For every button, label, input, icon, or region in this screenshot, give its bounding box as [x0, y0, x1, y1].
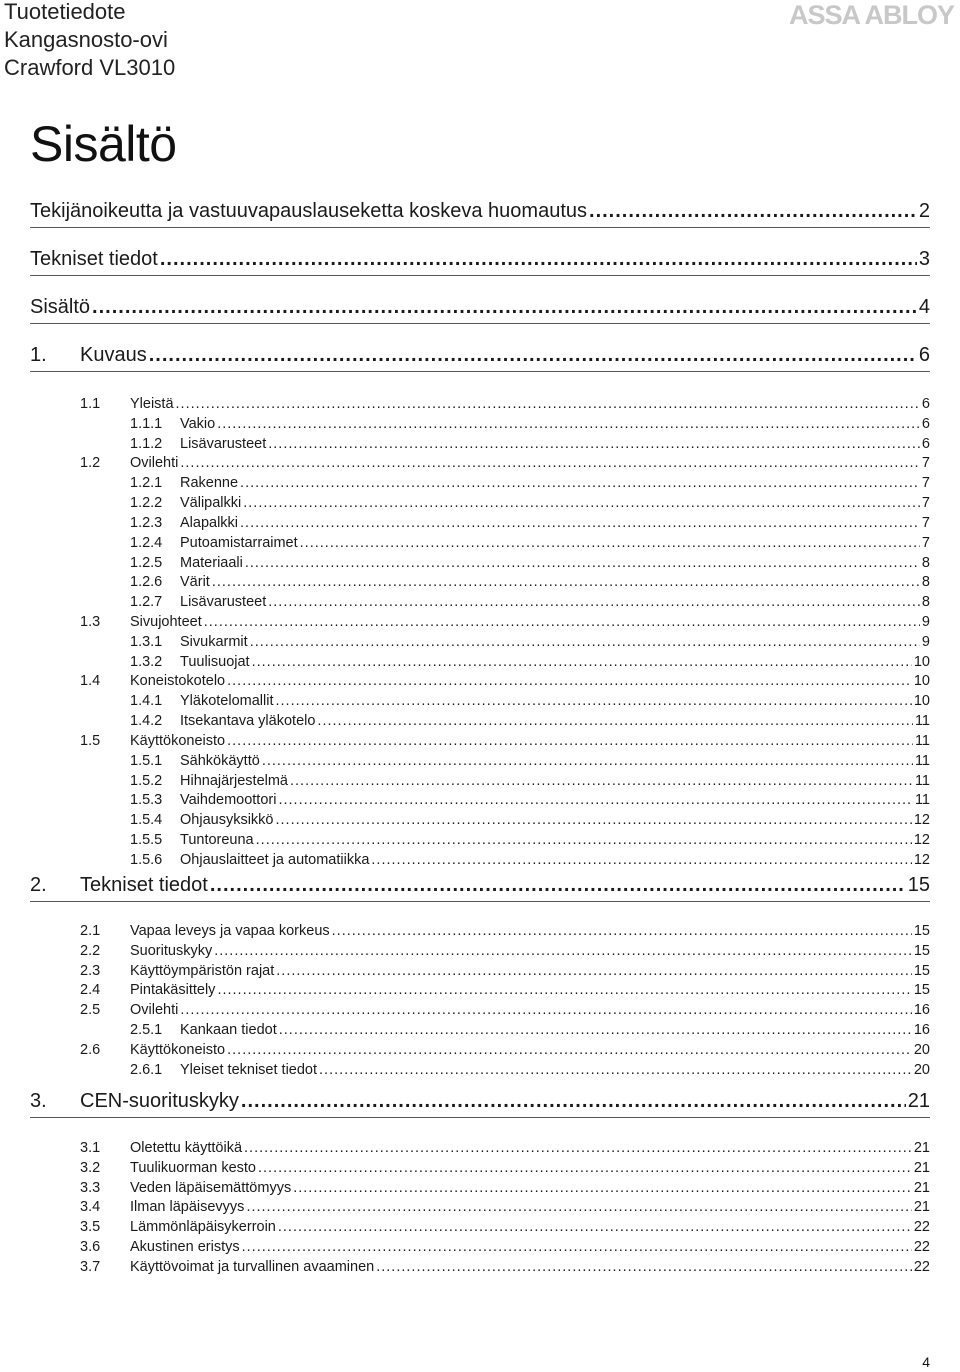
- section-title: Lisävarusteet: [180, 594, 267, 610]
- section-number: 3.5: [80, 1219, 101, 1235]
- section-number: 1.2.4: [130, 535, 163, 551]
- section-title: Rakenne: [180, 475, 239, 491]
- section-page: 15: [913, 963, 930, 979]
- section-number: 3.6: [80, 1239, 101, 1255]
- page-title: Sisältö: [30, 116, 177, 172]
- section-title: Tuntoreuna: [180, 832, 254, 848]
- toc-entry[interactable]: [30, 514, 930, 532]
- toc-entry[interactable]: [30, 962, 930, 980]
- section-title: Kankaan tiedot: [180, 1022, 277, 1038]
- section-title: Sähkökäyttö: [180, 753, 260, 769]
- toc-entry[interactable]: [30, 247, 930, 276]
- toc-leader-dots: [262, 752, 913, 770]
- section-number: 2.2: [80, 943, 101, 959]
- section-title: Yläkotelomallit: [180, 693, 274, 709]
- toc-entry[interactable]: [30, 981, 930, 999]
- toc-leader-dots: [210, 873, 906, 897]
- section-number: 1.5.4: [130, 812, 163, 828]
- toc-entry[interactable]: [30, 474, 930, 492]
- toc-entry[interactable]: [30, 534, 930, 552]
- toc-entry[interactable]: [30, 653, 930, 671]
- section-title: Käyttöympäristön rajat: [130, 963, 275, 979]
- section-title: Sivukarmit: [180, 634, 248, 650]
- toc-leader-dots: [214, 942, 912, 960]
- toc-leader-dots: [278, 1218, 912, 1236]
- toc-leader-dots: [204, 613, 920, 631]
- chapter-page: 15: [907, 874, 930, 896]
- section-page: 21: [913, 1160, 930, 1176]
- section-title: Vapaa leveys ja vapaa korkeus: [130, 923, 330, 939]
- chapter-number: 1.: [30, 344, 47, 366]
- toc-leader-dots: [252, 653, 912, 671]
- section-number: 2.6: [80, 1042, 101, 1058]
- toc-leader-dots: [319, 1061, 912, 1079]
- section-title: Putoamistarraimet: [180, 535, 298, 551]
- section-title: Käyttökoneisto: [130, 1042, 226, 1058]
- header-line-doc-type: Tuotetiedote: [4, 0, 126, 24]
- toc-entry[interactable]: [30, 791, 930, 809]
- toc-entry[interactable]: [30, 811, 930, 829]
- toc-entry[interactable]: [30, 415, 930, 433]
- section-page: 16: [913, 1022, 930, 1038]
- section-number: 2.4: [80, 982, 101, 998]
- section-title: Vakio: [180, 416, 216, 432]
- section-number: 3.2: [80, 1160, 101, 1176]
- toc-entry-title: Sisältö: [30, 296, 91, 318]
- section-number: 1.4: [80, 673, 101, 689]
- chapter-title: CEN-suorituskyky: [80, 1090, 239, 1112]
- toc-leader-dots: [256, 831, 912, 849]
- toc-leader-dots: [332, 922, 912, 940]
- section-number: 1.5.2: [130, 773, 163, 789]
- section-number: 1.1.2: [130, 436, 163, 452]
- section-page: 15: [913, 943, 930, 959]
- toc-entry-page: 3: [918, 248, 930, 270]
- toc-leader-dots: [258, 1159, 912, 1177]
- toc-leader-dots: [244, 1139, 912, 1157]
- section-page: 21: [913, 1199, 930, 1215]
- section-title: Koneistokotelo: [130, 673, 226, 689]
- section-page: 11: [914, 773, 930, 789]
- toc-entry[interactable]: [30, 573, 930, 591]
- toc-entry[interactable]: [30, 1061, 930, 1079]
- toc-leader-dots: [276, 962, 912, 980]
- section-title: Hihnajärjestelmä: [180, 773, 288, 789]
- section-title: Itsekantava yläkotelo: [180, 713, 316, 729]
- section-page: 20: [913, 1042, 930, 1058]
- toc-entry[interactable]: [30, 692, 930, 710]
- section-page: 22: [913, 1239, 930, 1255]
- toc-entry[interactable]: [30, 593, 930, 611]
- toc-leader-dots: [276, 692, 912, 710]
- section-number: 2.6.1: [130, 1062, 163, 1078]
- section-page: 7: [921, 515, 930, 531]
- section-page: 11: [914, 792, 930, 808]
- toc-entry-title: Tekniset tiedot: [30, 248, 158, 270]
- section-title: Ohjauslaitteet ja automatiikka: [180, 852, 370, 868]
- toc-leader-dots: [240, 514, 920, 532]
- toc-entry[interactable]: [30, 1159, 930, 1177]
- toc-entry[interactable]: [30, 1001, 930, 1019]
- section-page: 20: [913, 1062, 930, 1078]
- toc-leader-dots: [376, 1258, 912, 1276]
- document-header: [4, 0, 175, 82]
- section-title: Alapalkki: [180, 515, 239, 531]
- section-number: 1.5.3: [130, 792, 163, 808]
- section-number: 1.3.1: [130, 634, 163, 650]
- section-number: 1.1: [80, 396, 101, 412]
- section-number: 3.4: [80, 1199, 101, 1215]
- toc-leader-dots: [217, 415, 920, 433]
- toc-leader-dots: [149, 343, 917, 367]
- section-title: Ilman läpäisevyys: [130, 1199, 245, 1215]
- section-number: 1.3.2: [130, 654, 163, 670]
- toc-leader-dots: [176, 395, 920, 413]
- toc-leader-dots: [242, 1238, 912, 1256]
- section-title: Vaihdemoottori: [180, 792, 277, 808]
- section-number: 3.3: [80, 1180, 101, 1196]
- toc-entry[interactable]: [30, 772, 930, 790]
- toc-leader-dots: [589, 199, 917, 223]
- toc-leader-dots: [300, 534, 920, 552]
- section-page: 7: [921, 495, 930, 511]
- header-line-product-type: Kangasnosto-ovi: [4, 27, 168, 52]
- section-page: 6: [921, 396, 930, 412]
- toc-entry[interactable]: [30, 395, 930, 413]
- toc-entry[interactable]: [30, 1021, 930, 1039]
- section-page: 12: [913, 852, 930, 868]
- chapter-page: 21: [907, 1090, 930, 1112]
- section-title: Välipalkki: [180, 495, 242, 511]
- toc-leader-dots: [279, 1021, 912, 1039]
- section-title: Lämmönläpäisykerroin: [130, 1219, 276, 1235]
- section-number: 1.5: [80, 733, 101, 749]
- section-page: 9: [921, 634, 930, 650]
- toc-entry-page: 2: [918, 200, 930, 222]
- section-number: 1.1.1: [130, 416, 163, 432]
- section-page: 12: [913, 832, 930, 848]
- section-title: Värit: [180, 574, 210, 590]
- toc-entry[interactable]: [30, 1179, 930, 1197]
- toc-entry[interactable]: [30, 831, 930, 849]
- section-page: 15: [913, 982, 930, 998]
- section-page: 16: [913, 1002, 930, 1018]
- toc-entry[interactable]: [30, 1258, 930, 1276]
- toc-leader-dots: [293, 1179, 912, 1197]
- section-page: 21: [913, 1180, 930, 1196]
- section-number: 1.5.1: [130, 753, 163, 769]
- toc-leader-dots: [180, 454, 920, 472]
- toc-entry[interactable]: [30, 672, 930, 690]
- toc-entry[interactable]: [30, 199, 930, 228]
- toc-leader-dots: [227, 1041, 912, 1059]
- section-page: 10: [913, 673, 930, 689]
- section-number: 1.4.1: [130, 693, 163, 709]
- toc-entry[interactable]: [30, 554, 930, 572]
- section-page: 6: [921, 436, 930, 452]
- section-number: 1.2.3: [130, 515, 163, 531]
- toc-leader-dots: [245, 554, 920, 572]
- section-number: 1.2.1: [130, 475, 163, 491]
- section-title: Akustinen eristys: [130, 1239, 240, 1255]
- toc-entry[interactable]: [30, 942, 930, 960]
- toc-entry[interactable]: [30, 494, 930, 512]
- section-title: Ohjausyksikkö: [180, 812, 274, 828]
- section-page: 10: [913, 693, 930, 709]
- section-page: 12: [913, 812, 930, 828]
- section-title: Tuulikuorman kesto: [130, 1160, 256, 1176]
- section-title: Pintakäsittely: [130, 982, 216, 998]
- toc-leader-dots: [275, 811, 911, 829]
- section-number: 1.3: [80, 614, 101, 630]
- toc-entry[interactable]: [30, 435, 930, 453]
- toc-entry[interactable]: [30, 454, 930, 472]
- toc-entry[interactable]: [30, 873, 930, 902]
- toc-entry[interactable]: [30, 1139, 930, 1157]
- toc-entry[interactable]: [30, 732, 930, 750]
- section-number: 2.3: [80, 963, 101, 979]
- toc-entry[interactable]: [30, 295, 930, 324]
- section-page: 9: [921, 614, 930, 630]
- section-page: 22: [913, 1259, 930, 1275]
- toc-entry[interactable]: [30, 851, 930, 869]
- chapter-number: 2.: [30, 874, 47, 896]
- section-title: Yleistä: [130, 396, 174, 412]
- section-number: 1.2.2: [130, 495, 163, 511]
- toc-leader-dots: [268, 435, 920, 453]
- section-title: Tuulisuojat: [180, 654, 250, 670]
- section-number: 1.5.6: [130, 852, 163, 868]
- section-page: 11: [914, 733, 930, 749]
- section-page: 8: [921, 594, 930, 610]
- toc-leader-dots: [160, 247, 917, 271]
- toc-leader-dots: [227, 672, 912, 690]
- section-title: Yleiset tekniset tiedot: [180, 1062, 318, 1078]
- toc-entry[interactable]: [30, 1089, 930, 1118]
- section-number: 2.5: [80, 1002, 101, 1018]
- chapter-number: 3.: [30, 1090, 47, 1112]
- toc-leader-dots: [227, 732, 913, 750]
- section-page: 11: [914, 713, 930, 729]
- section-page: 10: [913, 654, 930, 670]
- toc-leader-dots: [217, 981, 911, 999]
- section-page: 11: [914, 753, 930, 769]
- toc-entry[interactable]: [30, 633, 930, 651]
- section-title: Suorituskyky: [130, 943, 213, 959]
- section-page: 7: [921, 475, 930, 491]
- section-page: 8: [921, 574, 930, 590]
- header-line-product-model: Crawford VL3010: [4, 55, 176, 80]
- brand-logo: ASSA ABLOY: [788, 0, 954, 30]
- section-page: 15: [913, 923, 930, 939]
- toc-entry[interactable]: [30, 1238, 930, 1256]
- chapter-title: Kuvaus: [80, 344, 147, 366]
- toc-leader-dots: [290, 772, 913, 790]
- toc-entry[interactable]: [30, 343, 930, 372]
- toc-leader-dots: [250, 633, 920, 651]
- section-page: 21: [913, 1140, 930, 1156]
- toc-entry[interactable]: [30, 922, 930, 940]
- section-page: 22: [913, 1219, 930, 1235]
- toc-leader-dots: [243, 494, 920, 512]
- toc-leader-dots: [371, 851, 911, 869]
- section-number: 1.5.5: [130, 832, 163, 848]
- section-title: Ovilehti: [130, 455, 179, 471]
- toc-leader-dots: [278, 791, 912, 809]
- section-title: Materiaali: [180, 555, 243, 571]
- section-number: 1.2.5: [130, 555, 163, 571]
- section-title: Ovilehti: [130, 1002, 179, 1018]
- toc-entry-page: 4: [918, 296, 930, 318]
- section-page: 7: [921, 535, 930, 551]
- section-number: 1.2: [80, 455, 101, 471]
- section-page: 7: [921, 455, 930, 471]
- toc-leader-dots: [241, 1089, 906, 1113]
- section-title: Sivujohteet: [130, 614, 202, 630]
- section-number: 3.7: [80, 1259, 101, 1275]
- chapter-title: Tekniset tiedot: [80, 874, 208, 896]
- toc-leader-dots: [246, 1198, 911, 1216]
- toc-leader-dots: [317, 712, 913, 730]
- section-page: 8: [921, 555, 930, 571]
- section-number: 1.2.6: [130, 574, 163, 590]
- section-title: Käyttövoimat ja turvallinen avaaminen: [130, 1259, 375, 1275]
- toc-leader-dots: [268, 593, 920, 611]
- section-number: 1.2.7: [130, 594, 163, 610]
- toc-entry[interactable]: [30, 613, 930, 631]
- section-number: 1.4.2: [130, 713, 163, 729]
- page-number: 4: [922, 1354, 930, 1370]
- toc-entry-title: Tekijänoikeutta ja vastuuvapauslauseketta koskeva huomautus: [30, 200, 588, 222]
- toc-leader-dots: [180, 1001, 912, 1019]
- toc-leader-dots: [240, 474, 920, 492]
- toc-entry[interactable]: [30, 1198, 930, 1216]
- toc-entry[interactable]: [30, 752, 930, 770]
- toc-leader-dots: [92, 295, 917, 319]
- section-title: Käyttökoneisto: [130, 733, 226, 749]
- section-title: Veden läpäisemättömyys: [130, 1180, 292, 1196]
- section-page: 6: [921, 416, 930, 432]
- section-number: 2.1: [80, 923, 101, 939]
- toc-leader-dots: [212, 573, 920, 591]
- toc-entry[interactable]: [30, 1041, 930, 1059]
- section-title: Lisävarusteet: [180, 436, 267, 452]
- toc-entry[interactable]: [30, 712, 930, 730]
- chapter-page: 6: [918, 344, 930, 366]
- section-number: 2.5.1: [130, 1022, 163, 1038]
- toc-entry[interactable]: [30, 1218, 930, 1236]
- section-title: Oletettu käyttöikä: [130, 1140, 243, 1156]
- section-number: 3.1: [80, 1140, 101, 1156]
